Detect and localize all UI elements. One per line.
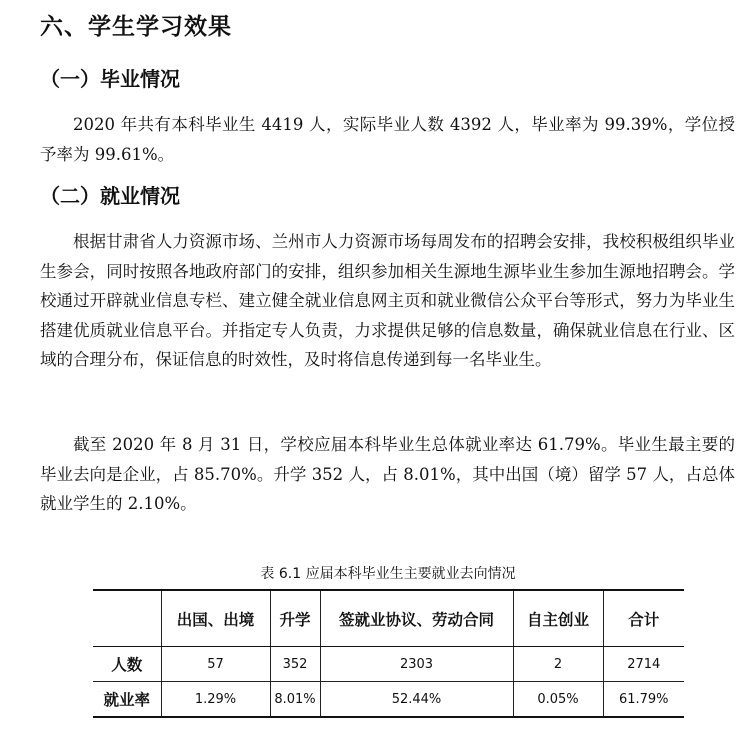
table-cell: 8.01%: [270, 682, 320, 718]
paragraph-employment-measures: 根据甘肃省人力资源市场、兰州市人力资源市场每周发布的招聘会安排，我校积极组织毕业生参会，同时按照各地政府部门的安排，组织参加相关生源地生源毕业生参加生源地招聘会。学校通过开辟就业信息专栏、建立健全就业信息网主页和就业微信公众平台等形式，努力为毕业生搭建优质就业信息平台。并指定专人负责，力求提供足够的信息数量，确保就业信息在行业、区域的合理分布，保证信息的时效性，及时将信息传递到每一名毕业生。: [40, 232, 735, 369]
table-cell: 0.05%: [513, 682, 603, 718]
paragraph-graduation: 2020 年共有本科毕业生 4419 人，实际毕业人数 4392 人，毕业率为 99.39%，学位授予率为 99.61%。: [40, 115, 735, 164]
table-header-cell: 签就业协议、劳动合同: [320, 590, 513, 647]
table-cell: 52.44%: [320, 682, 513, 718]
table-header-cell: 升学: [270, 590, 320, 647]
table-header-cell: 自主创业: [513, 590, 603, 647]
table-header-cell: 出国、出境: [161, 590, 270, 647]
subsection-title-graduation: （一）毕业情况: [40, 67, 180, 91]
paragraph-employment-stats: 截至 2020 年 8 月 31 日，学校应届本科毕业生总体就业率达 61.79%。毕业生最主要的毕业去向是企业，占 85.70%。升学 352 人，占 8.01%，其中出国（境）留学 57 人，占总体就业学生的 2.10%。: [40, 435, 735, 513]
employment-table: [93, 589, 684, 718]
table-row: [93, 647, 684, 682]
table-cell: 2: [513, 647, 603, 682]
row-label: 就业率: [93, 682, 161, 718]
row-label: 人数: [93, 647, 161, 682]
table-cell: 57: [161, 647, 270, 682]
table-caption: 表 6.1 应届本科毕业生主要就业去向情况: [260, 566, 516, 582]
section-title: 六、学生学习效果: [40, 14, 232, 40]
table-cell: 61.79%: [603, 682, 684, 718]
table-header-cell: 合计: [603, 590, 684, 647]
table-row: [93, 682, 684, 718]
table-header-row: [93, 590, 684, 647]
table-cell: 2303: [320, 647, 513, 682]
table-cell: 352: [270, 647, 320, 682]
table-cell: 2714: [603, 647, 684, 682]
table-header-cell: [93, 590, 161, 647]
subsection-title-employment: （二）就业情况: [40, 184, 180, 208]
table-cell: 1.29%: [161, 682, 270, 718]
